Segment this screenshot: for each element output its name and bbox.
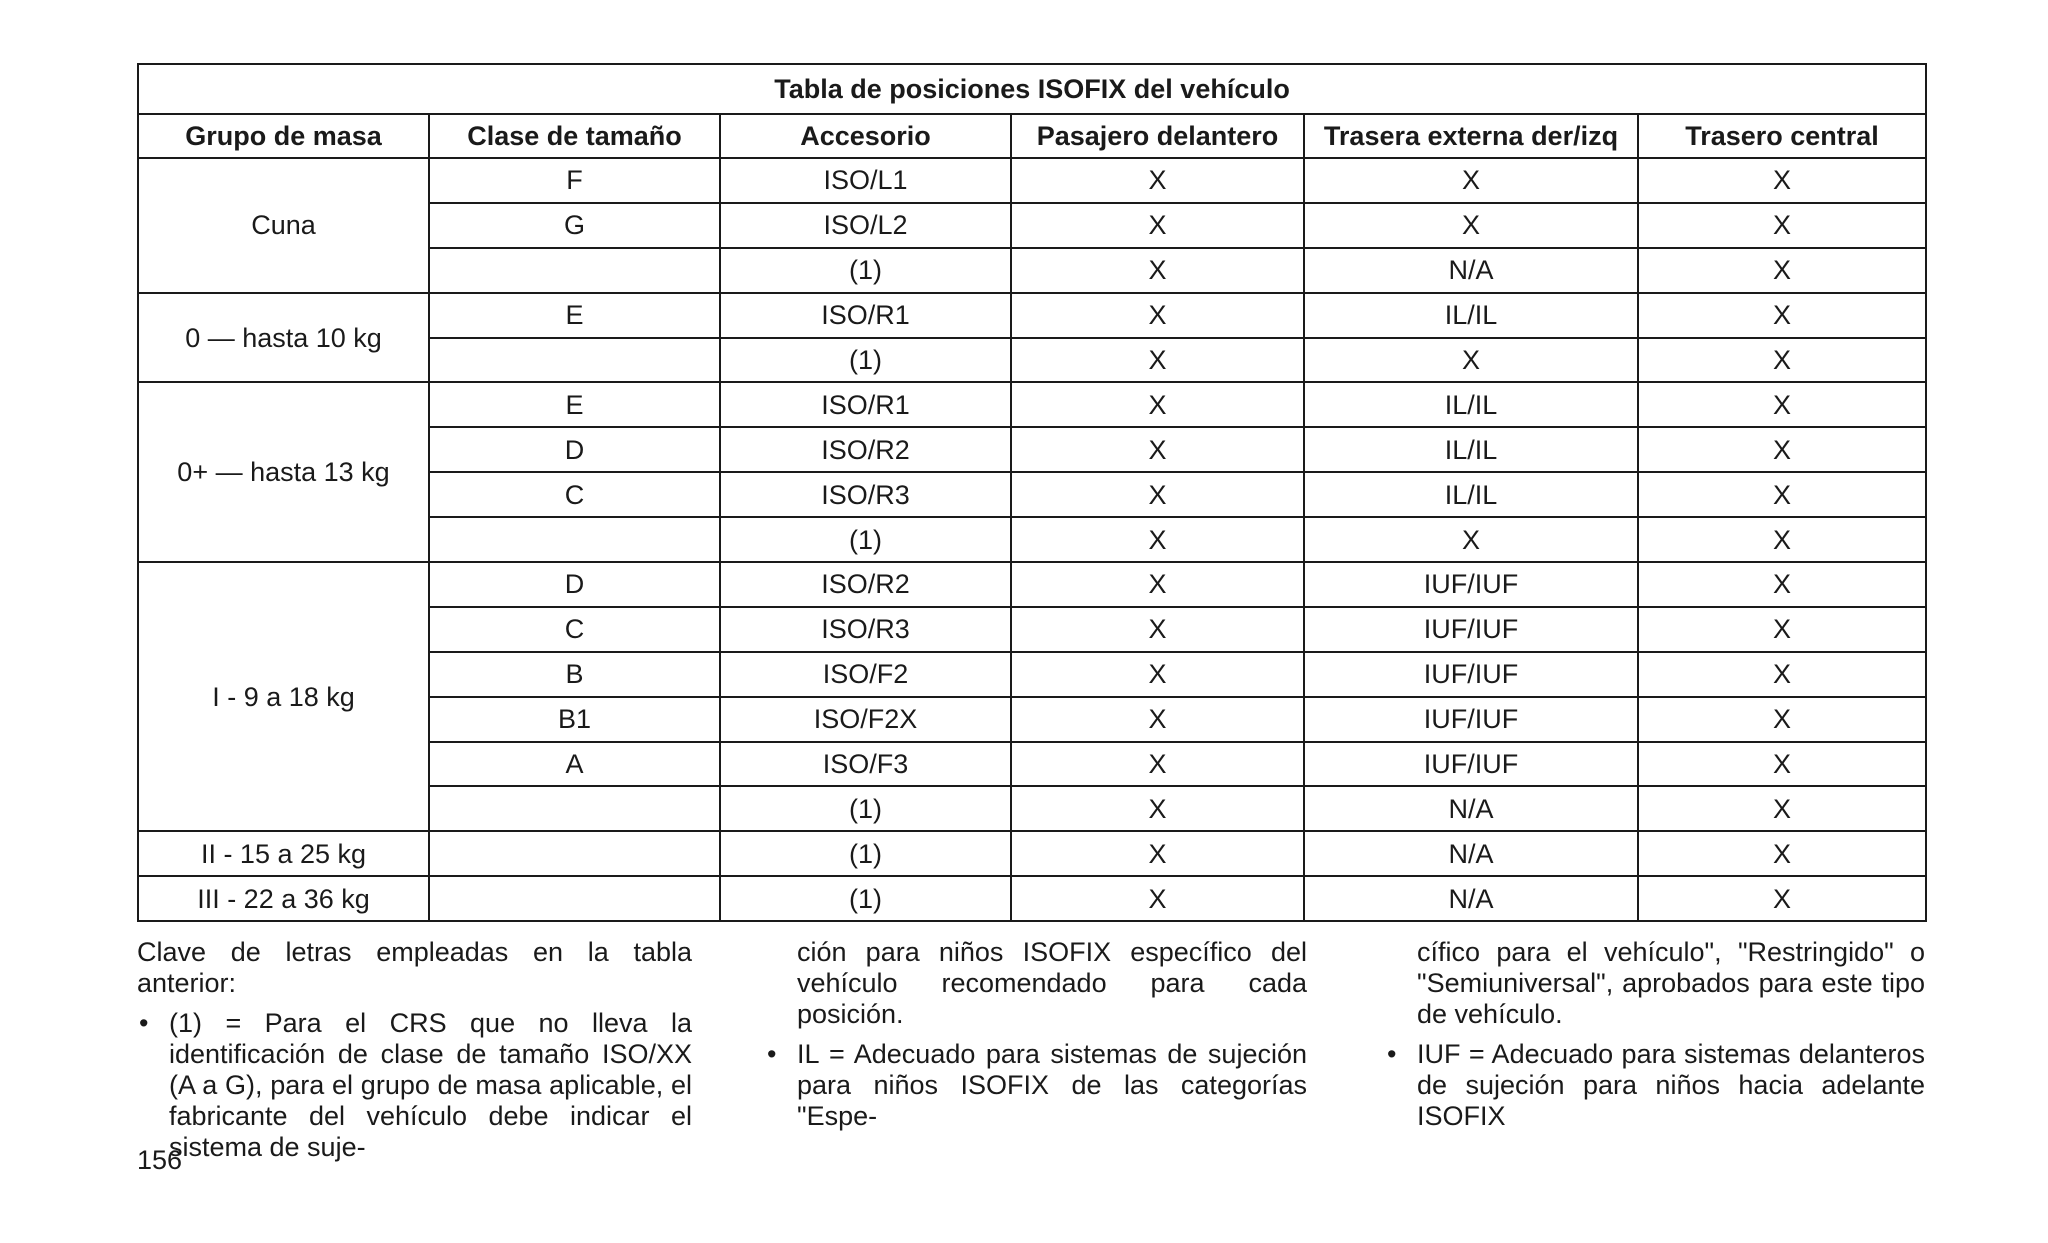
front-passenger-cell: X [1011, 607, 1304, 652]
size-class-cell: E [429, 382, 720, 427]
note-text-1: (1) = Para el CRS que no lleva la identificación de clase de tamaño ISO/XX (A a G), para el grupo de masa aplicable, el fabricante del vehículo debe indicar el sistema de suje- [169, 1008, 692, 1162]
rear-center-cell: X [1638, 248, 1926, 293]
table-row [138, 293, 1926, 338]
table-row [138, 831, 1926, 876]
bullet-icon: • [1387, 1039, 1397, 1069]
note-item-1 [137, 1008, 692, 1163]
table-title: Tabla de posiciones ISOFIX del vehículo [138, 64, 1926, 114]
size-class-cell: B1 [429, 697, 720, 742]
accessory-cell: (1) [720, 248, 1011, 293]
front-passenger-cell: X [1011, 203, 1304, 248]
rear-center-cell: X [1638, 158, 1926, 203]
size-class-cell [429, 831, 720, 876]
accessory-cell: (1) [720, 338, 1011, 383]
size-class-cell [429, 338, 720, 383]
notes-column-3 [1385, 937, 1925, 1132]
note-continuation-1: ción para niños ISOFIX específico del vehículo recomendado para cada posición. [797, 937, 1307, 1029]
note-item-2 [765, 1039, 1307, 1132]
accessory-cell: (1) [720, 786, 1011, 831]
mass-group-cell: 0 — hasta 10 kg [138, 293, 429, 383]
rear-outer-cell: X [1304, 517, 1638, 562]
front-passenger-cell: X [1011, 876, 1304, 921]
rear-outer-cell: IUF/IUF [1304, 742, 1638, 787]
rear-outer-cell: N/A [1304, 876, 1638, 921]
front-passenger-cell: X [1011, 158, 1304, 203]
size-class-cell: A [429, 742, 720, 787]
column-header: Grupo de masa [138, 114, 429, 158]
size-class-cell: C [429, 472, 720, 517]
rear-center-cell: X [1638, 382, 1926, 427]
rear-center-cell: X [1638, 338, 1926, 383]
size-class-cell: D [429, 427, 720, 472]
note-continuation-2: cífico para el vehículo", "Restringido" o "Semiuniversal", aprobados para este tipo de vehículo. [1417, 937, 1925, 1029]
size-class-cell: G [429, 203, 720, 248]
rear-center-cell: X [1638, 876, 1926, 921]
accessory-cell: ISO/F2 [720, 652, 1011, 697]
front-passenger-cell: X [1011, 562, 1304, 607]
bullet-icon: • [767, 1039, 777, 1069]
accessory-cell: ISO/F2X [720, 697, 1011, 742]
rear-outer-cell: X [1304, 203, 1638, 248]
column-header: Trasera externa der/izq [1304, 114, 1638, 158]
rear-center-cell: X [1638, 697, 1926, 742]
front-passenger-cell: X [1011, 338, 1304, 383]
front-passenger-cell: X [1011, 293, 1304, 338]
accessory-cell: (1) [720, 831, 1011, 876]
accessory-cell: ISO/L2 [720, 203, 1011, 248]
front-passenger-cell: X [1011, 248, 1304, 293]
size-class-cell [429, 517, 720, 562]
front-passenger-cell: X [1011, 697, 1304, 742]
size-class-cell: E [429, 293, 720, 338]
rear-outer-cell: IUF/IUF [1304, 607, 1638, 652]
rear-center-cell: X [1638, 786, 1926, 831]
rear-center-cell: X [1638, 742, 1926, 787]
accessory-cell: ISO/R1 [720, 293, 1011, 338]
front-passenger-cell: X [1011, 652, 1304, 697]
bullet-icon: • [139, 1008, 149, 1038]
accessory-cell: ISO/R3 [720, 472, 1011, 517]
column-header: Clase de tamaño [429, 114, 720, 158]
size-class-cell [429, 248, 720, 293]
rear-outer-cell: N/A [1304, 248, 1638, 293]
table-body [138, 158, 1926, 921]
rear-center-cell: X [1638, 607, 1926, 652]
column-header: Trasero central [1638, 114, 1926, 158]
accessory-cell: ISO/R2 [720, 427, 1011, 472]
page-number: 156 [137, 1145, 183, 1175]
rear-center-cell: X [1638, 293, 1926, 338]
column-header: Pasajero delantero [1011, 114, 1304, 158]
accessory-cell: ISO/L1 [720, 158, 1011, 203]
notes-column-2 [765, 937, 1307, 1132]
accessory-cell: ISO/F3 [720, 742, 1011, 787]
rear-center-cell: X [1638, 472, 1926, 517]
header-row [138, 114, 1926, 158]
note-item-3 [1385, 1039, 1925, 1132]
rear-outer-cell: N/A [1304, 831, 1638, 876]
rear-outer-cell: IL/IL [1304, 472, 1638, 517]
accessory-cell: ISO/R1 [720, 382, 1011, 427]
front-passenger-cell: X [1011, 517, 1304, 562]
mass-group-cell: I - 9 a 18 kg [138, 562, 429, 831]
notes-intro: Clave de letras empleadas en la tabla anterior: [137, 937, 692, 998]
mass-group-cell: Cuna [138, 158, 429, 293]
size-class-cell: F [429, 158, 720, 203]
notes-column-1 [137, 937, 692, 1163]
rear-outer-cell: IUF/IUF [1304, 562, 1638, 607]
table-row [138, 382, 1926, 427]
rear-outer-cell: IL/IL [1304, 382, 1638, 427]
rear-outer-cell: IUF/IUF [1304, 652, 1638, 697]
size-class-cell [429, 786, 720, 831]
table-row [138, 158, 1926, 203]
front-passenger-cell: X [1011, 427, 1304, 472]
accessory-cell: ISO/R3 [720, 607, 1011, 652]
rear-center-cell: X [1638, 831, 1926, 876]
mass-group-cell: 0+ — hasta 13 kg [138, 382, 429, 562]
accessory-cell: ISO/R2 [720, 562, 1011, 607]
rear-outer-cell: IL/IL [1304, 293, 1638, 338]
table-row [138, 562, 1926, 607]
size-class-cell [429, 876, 720, 921]
accessory-cell: (1) [720, 517, 1011, 562]
mass-group-cell: II - 15 a 25 kg [138, 831, 429, 876]
size-class-cell: C [429, 607, 720, 652]
front-passenger-cell: X [1011, 786, 1304, 831]
column-header: Accesorio [720, 114, 1011, 158]
note-text-3: IUF = Adecuado para sistemas delanteros de sujeción para niños hacia adelante ISOFIX [1417, 1039, 1925, 1131]
rear-center-cell: X [1638, 517, 1926, 562]
rear-outer-cell: IL/IL [1304, 427, 1638, 472]
rear-center-cell: X [1638, 652, 1926, 697]
front-passenger-cell: X [1011, 831, 1304, 876]
note-text-2: IL = Adecuado para sistemas de sujeción para niños ISOFIX de las categorías "Espe- [797, 1039, 1307, 1131]
rear-outer-cell: X [1304, 158, 1638, 203]
size-class-cell: B [429, 652, 720, 697]
rear-outer-cell: IUF/IUF [1304, 697, 1638, 742]
mass-group-cell: III - 22 a 36 kg [138, 876, 429, 921]
isofix-positions-table [137, 63, 1927, 922]
front-passenger-cell: X [1011, 382, 1304, 427]
accessory-cell: (1) [720, 876, 1011, 921]
table-row [138, 876, 1926, 921]
front-passenger-cell: X [1011, 742, 1304, 787]
size-class-cell: D [429, 562, 720, 607]
rear-outer-cell: X [1304, 338, 1638, 383]
rear-center-cell: X [1638, 562, 1926, 607]
front-passenger-cell: X [1011, 472, 1304, 517]
rear-outer-cell: N/A [1304, 786, 1638, 831]
rear-center-cell: X [1638, 427, 1926, 472]
rear-center-cell: X [1638, 203, 1926, 248]
